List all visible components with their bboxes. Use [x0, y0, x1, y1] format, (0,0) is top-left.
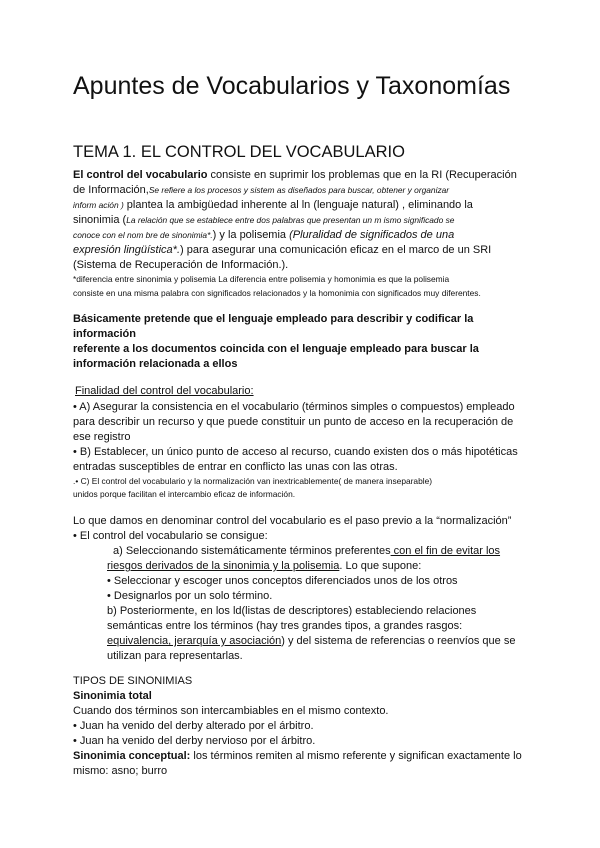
- list-item: • A) Asegurar la consistencia en el vocabulario (términos simples o compuestos) empleado: [73, 401, 515, 413]
- list-item: [113, 544, 500, 560]
- footnote-line: *diferencia entre sinonimia y polisemia La diferencia entre polisemia y homonimia es que la polisemia: [73, 274, 450, 284]
- paragraph-line: [73, 183, 449, 199]
- list-item: • Designarlos por un solo término.: [107, 590, 273, 602]
- text: sinonimia (: [73, 214, 127, 226]
- text: ) para asegurar una comunicación eficaz en el marco de un SRI: [180, 244, 492, 256]
- paragraph-line: [73, 213, 454, 229]
- text: a) Seleccionando sistemáticamente términos preferentes: [113, 545, 391, 557]
- footnote-line: consiste en una misma palabra con significados relacionados y la homonimia con significados muy diferentes.: [73, 288, 481, 298]
- text: plantea la ambigüedad inherente al ln (lenguaje natural) , eliminando la: [123, 199, 473, 211]
- term-title: Sinonimia total: [73, 690, 152, 702]
- emphasis-line: referente a los documentos coincida con el lenguaje empleado para buscar la: [73, 343, 479, 355]
- emphasis-line: información: [73, 328, 136, 340]
- paragraph-line: [73, 749, 522, 765]
- list-item: • Juan ha venido del derby alterado por el árbitro.: [73, 720, 314, 732]
- subheading: Finalidad del control del vocabulario:: [75, 385, 254, 397]
- text: ) y la polisemia: [212, 229, 290, 241]
- underlined-text: con el fin de evitar los: [390, 545, 501, 557]
- paragraph-line: Cuando dos términos son intercambiables en el mismo contexto.: [73, 705, 389, 717]
- list-item: • Juan ha venido del derby nervioso por el árbitro.: [73, 735, 316, 747]
- paragraph-line: Lo que damos en denominar control del vocabulario es el paso previo a la “normalización”: [73, 515, 512, 527]
- emphasis-line: información relacionada a ellos: [73, 358, 238, 370]
- list-item: semánticas entre los términos (hay tres grandes tipos, a grandes rasgos:: [107, 620, 463, 632]
- subheading: TIPOS DE SINONIMIAS: [73, 675, 193, 687]
- list-item: unidos porque facilitan el intercambio eficaz de información.: [73, 489, 296, 499]
- list-item: • B) Establecer, un único punto de acceso al recurso, cuando existen dos o más hipotéticas: [73, 446, 518, 458]
- list-item: ese registro: [73, 431, 131, 443]
- paragraph-line: mismo: asno; burro: [73, 765, 168, 777]
- text: los términos remiten al mismo referente y significan exactamente lo: [190, 750, 522, 762]
- italic-definition: Se refiere a los procesos y sistem as diseñados para buscar, obtener y organizar: [148, 185, 450, 195]
- term-title: Sinonimia conceptual:: [73, 750, 191, 762]
- text: ) y del sistema de referencias o reenvíos que se: [281, 635, 516, 647]
- paragraph-line: [73, 243, 491, 259]
- paragraph-line: [73, 228, 454, 244]
- bold-term: El control del vocabulario: [73, 169, 208, 181]
- list-item: entradas susceptibles de entrar en conflicto las unas con las otras.: [73, 461, 398, 473]
- list-item: [107, 634, 515, 650]
- list-item: [107, 559, 421, 575]
- italic-definition: (Pluralidad de significados de una: [289, 229, 455, 241]
- list-item: utilizan para representarlas.: [107, 650, 243, 662]
- emphasis-line: Básicamente pretende que el lenguaje empleado para describir y codificar la: [73, 313, 474, 325]
- list-item: b) Posteriormente, en los ld(listas de descriptores) estableciendo relaciones: [107, 605, 477, 617]
- paragraph-line: [73, 198, 473, 214]
- text: de Información,: [73, 184, 149, 196]
- underlined-text: equivalencia, jerarquía y asociación: [107, 635, 282, 647]
- italic-definition: expresión lingüística*.: [73, 244, 181, 256]
- text: consiste en suprimir los problemas que en la RI (Recuperación: [207, 169, 517, 181]
- paragraph-line: • El control del vocabulario se consigue:: [73, 530, 268, 542]
- paragraph-line: (Sistema de Recuperación de Información.).: [73, 259, 289, 271]
- italic-definition: conoce con el nom bre de sinonimia*.: [73, 230, 213, 240]
- list-item: • Seleccionar y escoger unos conceptos diferenciados unos de los otros: [107, 575, 458, 587]
- underlined-text: riesgos derivados de la sinonimia y la polisemia: [107, 560, 340, 572]
- list-item: para describir un recurso y que puede constituir un punto de acceso en la recuperación de: [73, 416, 514, 428]
- list-item: .• C) El control del vocabulario y la normalización van inextricablemente( de manera inseparable): [73, 476, 433, 486]
- page-title: Apuntes de Vocabularios y Taxonomías: [73, 72, 511, 100]
- italic-definition: inform ación ): [73, 200, 124, 210]
- italic-definition: La relación que se establece entre dos palabras que presentan un m ismo significado se: [126, 215, 455, 225]
- section-heading: TEMA 1. EL CONTROL DEL VOCABULARIO: [73, 143, 405, 161]
- text: . Lo que supone:: [339, 560, 422, 572]
- paragraph-line: [73, 168, 517, 184]
